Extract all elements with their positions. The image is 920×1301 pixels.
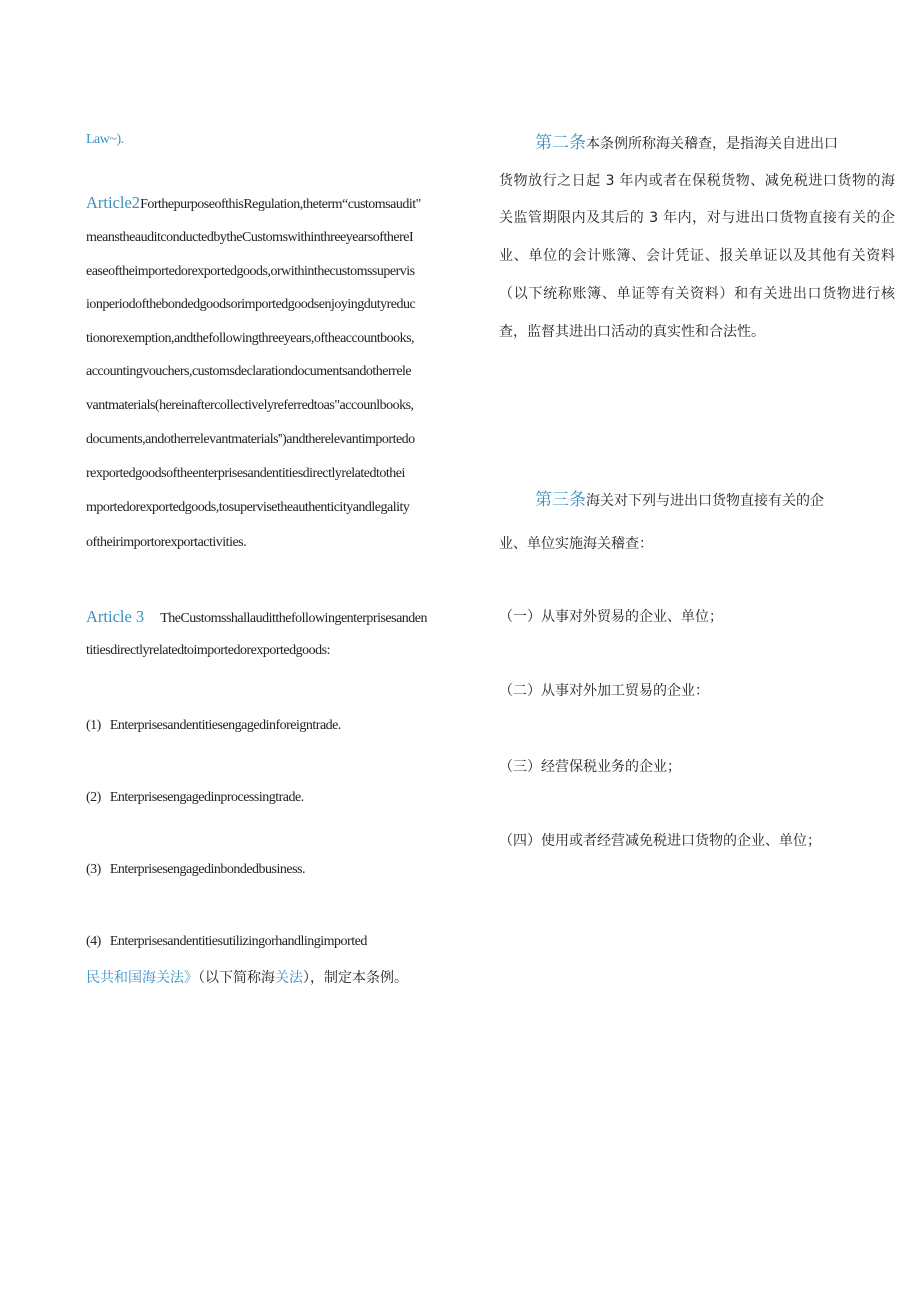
chinese-tail-line bbox=[86, 967, 408, 987]
item-number: (3) bbox=[86, 862, 101, 877]
list-item bbox=[86, 718, 341, 734]
article2-line-7: vantmaterials(hereinaftercollectivelyreferredtoas"accounlbooks, bbox=[86, 398, 414, 413]
article2-line-2: meanstheauditconductedbytheCustomswithinthreeyearsofthereI bbox=[86, 230, 414, 245]
tail-part-1: 民共和国海关法》 bbox=[86, 970, 198, 986]
left-column bbox=[86, 0, 486, 1301]
article2-line-4: ionperiodofthebondedgoodsorimportedgoodsenjoyingdutyreduc bbox=[86, 297, 416, 312]
item-number: (1) bbox=[86, 718, 101, 733]
item-number: (4) bbox=[86, 934, 101, 949]
zh-article2-line-5: 查，监督其进出口活动的真实性和合法性。 bbox=[499, 324, 765, 340]
item-text: Enterprisesengagedinbondedbusiness. bbox=[109, 862, 306, 877]
item-number: (2) bbox=[86, 790, 101, 805]
article2-line-6: accountingvouchers,customsdeclarationdocumentsandotherrele bbox=[86, 364, 412, 379]
tail-part-4: ），制定本条例。 bbox=[303, 970, 408, 986]
zh-article3-first-text: 海关对下列与进出口货物直接有关的企 bbox=[586, 493, 824, 509]
zh-article3-label: 第三条 bbox=[535, 490, 586, 510]
zh-list-item: （四）使用或者经营减免税进口货物的企业、单位； bbox=[499, 833, 821, 849]
article2-line-8: documents,andotherrelevantmaterials'')andtherelevantimportedo bbox=[86, 432, 415, 447]
article2-line-3: easeoftheimportedorexportedgoods,orwithinthecustomssupervis bbox=[86, 264, 415, 279]
article2-label: Article2 bbox=[86, 193, 141, 212]
article2-line-9: rexportedgoodsoftheenterprisesandentitiesdirectlyrelatedtothei bbox=[86, 466, 405, 481]
zh-list-item: （二）从事对外加工贸易的企业： bbox=[499, 683, 709, 699]
item-text: Enterprisesandentitiesengagedinforeigntrade. bbox=[109, 718, 341, 733]
zh-article2-first-line bbox=[535, 128, 838, 153]
article2-line-10: mportedorexportedgoods,tosupervisetheauthenticityandlegality bbox=[86, 500, 410, 515]
tail-part-2: （以下简称海 bbox=[198, 970, 275, 986]
zh-article2-line-4: （以下统称账簿、单证等有关资料）和有关进出口货物进行核 bbox=[499, 286, 895, 302]
article2-line-11: oftheirimportorexportactivities. bbox=[86, 535, 247, 550]
law-fragment: Law~). bbox=[86, 132, 124, 147]
zh-article2-line-1: 货物放行之日起 3 年内或者在保税货物、减免税进口货物的海 bbox=[499, 173, 895, 189]
item-text: Enterprisesandentitiesutilizingorhandlingimported bbox=[109, 934, 367, 949]
right-column bbox=[499, 0, 899, 1301]
article3-first-line bbox=[86, 607, 427, 627]
article3-label: Article 3 bbox=[86, 607, 145, 626]
list-item bbox=[86, 862, 305, 878]
article3-line-2: titiesdirectlyrelatedtoimportedorexportedgoods: bbox=[86, 643, 330, 658]
zh-article3-second-line: 业、单位实施海关稽查： bbox=[499, 536, 653, 552]
zh-article3-first-line bbox=[535, 485, 824, 510]
list-item bbox=[86, 790, 304, 806]
zh-article2-line-2: 关监管期限内及其后的 3 年内，对与进出口货物直接有关的企 bbox=[499, 210, 895, 226]
zh-article2-first-text: 本条例所称海关稽查，是指海关自进出口 bbox=[586, 136, 838, 152]
article2-line-1: ForthepurposeofthisRegulation,theterm“customsaudit" bbox=[140, 197, 421, 212]
list-item bbox=[86, 934, 367, 950]
article2-line-5: tionorexemption,andthefollowingthreeyears,oftheaccountbooks, bbox=[86, 331, 415, 346]
zh-article2-label: 第二条 bbox=[535, 133, 586, 153]
zh-article2-line-3: 业、单位的会计账簿、会计凭证、报关单证以及其他有关资料 bbox=[499, 248, 895, 264]
tail-part-3: 关法 bbox=[275, 970, 303, 986]
article2-first-line bbox=[86, 193, 421, 213]
item-text: Enterprisesengagedinprocessingtrade. bbox=[109, 790, 304, 805]
zh-list-item: （三）经营保税业务的企业； bbox=[499, 759, 681, 775]
article3-line-1: TheCustomsshallauditthefollowingenterprisesanden bbox=[160, 611, 428, 626]
zh-list-item: （一）从事对外贸易的企业、单位； bbox=[499, 609, 723, 625]
